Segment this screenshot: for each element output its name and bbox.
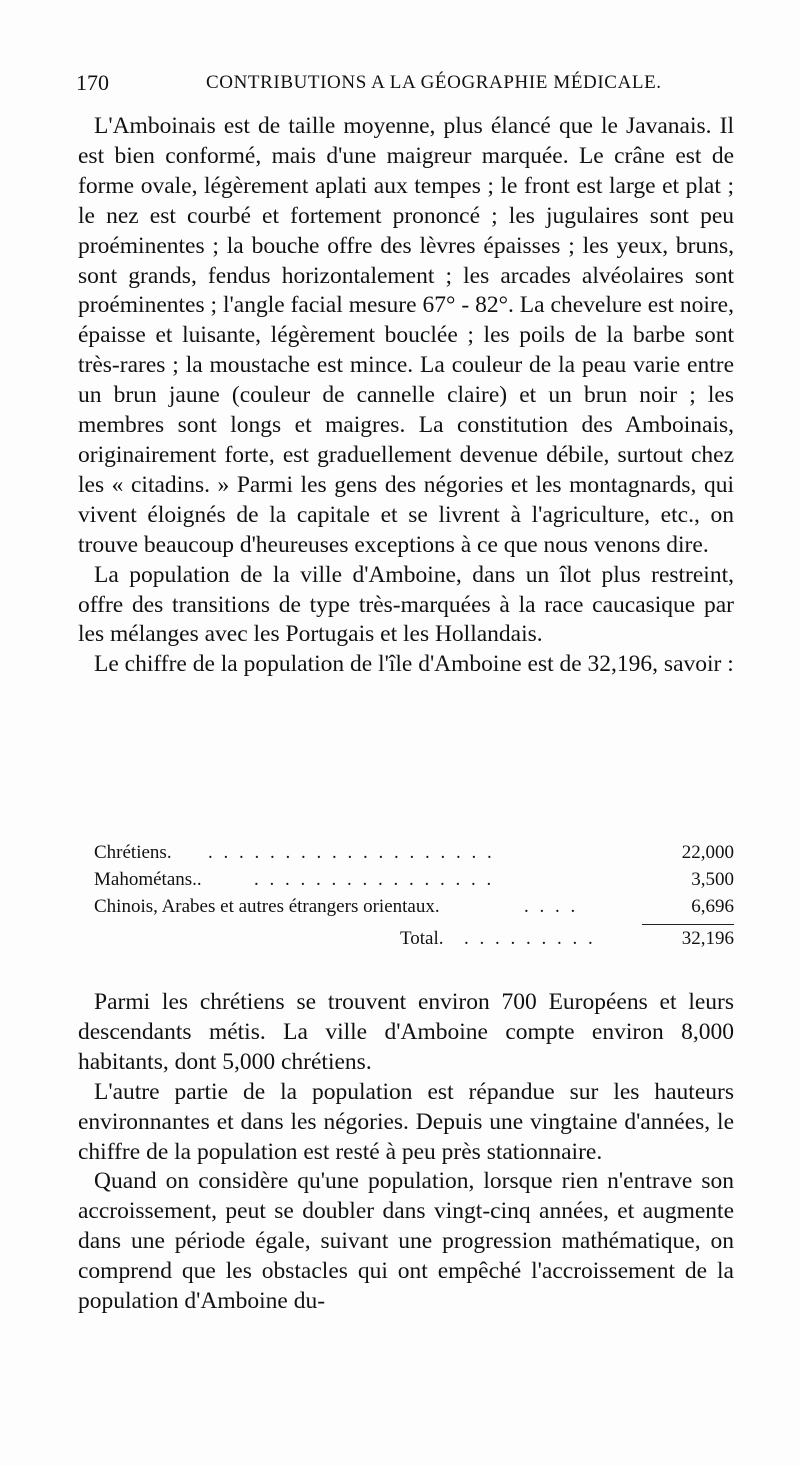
row-label: Chinois, Arabes et autres étrangers orientaux.	[94, 896, 440, 917]
row-value: 3,500	[691, 869, 734, 890]
page-header	[76, 70, 736, 100]
row-label: Mahométans..	[94, 869, 202, 890]
row-label: Chrétiens.	[94, 842, 172, 863]
body-text-lower	[78, 988, 734, 1317]
row-value: 6,696	[691, 896, 734, 917]
leader-dots: . . . .	[524, 896, 579, 917]
paragraph-town-population: La population de la ville d'Amboine, dans un îlot plus restreint, offre des transitions de type très-marquées à la race caucasique par les mélanges avec les Portugais et les Hollandais.	[78, 561, 734, 648]
paragraph-population-count: Le chiffre de la population de l'île d'Amboine est de 32,196, savoir :	[94, 651, 734, 678]
total-rule	[642, 924, 734, 925]
total-label: Total.	[400, 928, 444, 949]
total-value: 32,196	[681, 928, 734, 949]
leader-dots: . . . . . . . . . . . . . . . . . . .	[208, 842, 495, 863]
paragraph-rest-of-population: L'autre partie de la population est répandue sur les hauteurs environnantes et dans les négories. Depuis une vingtaine d'années, le chiffre de la population est resté à peu près stationnaire.	[78, 1078, 734, 1165]
body-text-upper	[78, 112, 734, 680]
paragraph-europeans: Parmi les chrétiens se trouvent environ 700 Européens et leurs descendants métis. La ville d'Amboine compte environ 8,000 habitants, dont 5,000 chrétiens.	[78, 989, 734, 1075]
table-row	[94, 896, 734, 922]
page-number: 170	[76, 70, 109, 95]
table-row	[94, 869, 734, 895]
row-value: 22,000	[681, 842, 734, 863]
paragraph-physical-description: L'Amboinais est de taille moyenne, plus élancé que le Javanais. Il est bien conformé, mais d'une maigreur marquée. Le crâne est de forme ovale, légèrement aplati aux tempes ; le front est large et plat ; le nez est courbé et fortement prononcé ; les jugulaires sont peu proéminentes ; la bouche offre des lèvres épaisses ; les yeux, bruns, sont grands, fendus horizontalement ; les arcades alvéolaires sont proéminentes ; l'angle facial mesure 67° - 82°. La chevelure est noire, épaisse et luisante, légèrement bouclée ; les poils de la barbe sont très-rares ; la moustache est mince. La couleur de la peau varie entre un brun jaune (couleur de cannelle claire) et un brun noir ; les membres sont longs et maigres. La constitution des Amboinais, originairement forte, est graduellement devenue débile, surtout chez les « citadins. » Parmi les gens des négories et les montagnards, qui vivent éloignés de la capitale et se livrent à l'agriculture, etc., on trouve beaucoup d'heureuses exceptions à ce que nous venons dire.	[78, 113, 734, 558]
population-table	[94, 842, 734, 972]
leader-dots: . . . . . . . . . . . . . . . .	[254, 869, 495, 890]
table-total-row	[94, 928, 734, 954]
running-title: CONTRIBUTIONS A LA GÉOGRAPHIE MÉDICALE.	[206, 72, 662, 93]
paragraph-growth: Quand on considère qu'une population, lorsque rien n'entrave son accroissement, peut se doubler dans vingt-cinq années, et augmente dans une période égale, suivant une progression mathématique, on comprend que les obstacles qui ont empêché l'accroissement de la population d'Amboine du-	[78, 1168, 734, 1315]
table-row	[94, 842, 734, 868]
leader-dots: . . . . . . . . .	[464, 928, 596, 949]
